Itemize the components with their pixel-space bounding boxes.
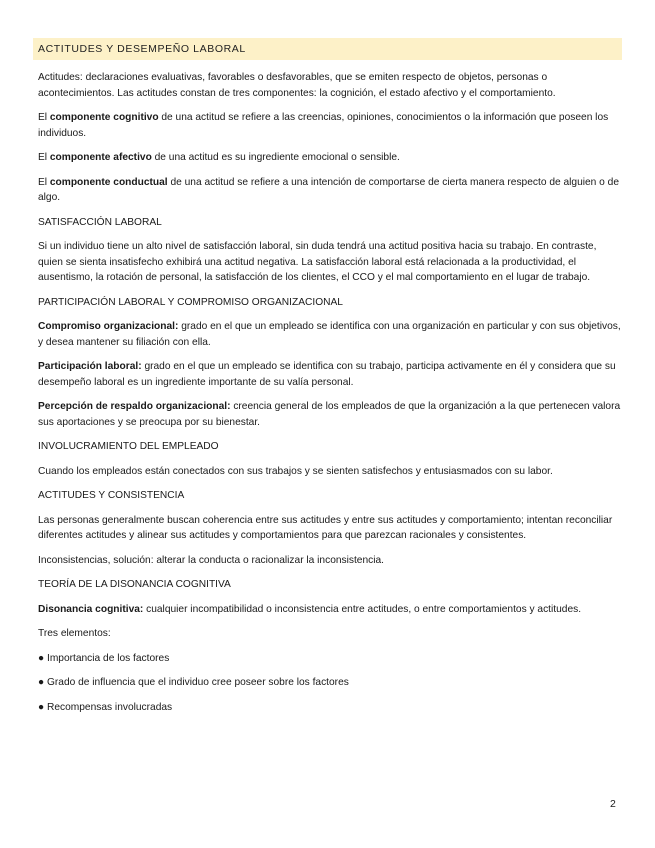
- heading-dissonance: TEORÍA DE LA DISONANCIA COGNITIVA: [38, 579, 231, 590]
- cognitive-component-paragraph: El componente cognitivo de una actitud se refiere a las creencias, opiniones, conocimientos o la información que poseen los individuos.: [38, 112, 609, 139]
- heading-participation: PARTICIPACIÓN LABORAL Y COMPROMISO ORGANIZACIONAL: [38, 296, 343, 308]
- heading-consistency: ACTITUDES Y CONSISTENCIA: [38, 490, 185, 501]
- document-page: [33, 38, 622, 715]
- participation-term: Participación laboral:: [38, 361, 142, 372]
- participation-paragraph: Participación laboral: grado en el que un empleado se identifica con su trabajo, participa activamente en él y considera que su desempeño laboral es un ingrediente importante de su valía personal.: [38, 361, 616, 388]
- affective-term: componente afectivo: [49, 152, 152, 163]
- perception-term: Percepción de respaldo organizacional:: [38, 401, 231, 412]
- involvement-paragraph: Cuando los empleados están conectados con sus trabajos y se sienten satisfechos y entusiasmados con su labor.: [38, 465, 553, 477]
- heading-satisfaction: SATISFACCIÓN LABORAL: [38, 216, 162, 228]
- cognitive-term: componente cognitivo: [49, 112, 159, 123]
- section-header: ACTITUDES Y DESEMPEÑO LABORAL: [33, 38, 622, 60]
- dissonance-paragraph: Disonancia cognitiva: cualquier incompatibilidad o inconsistencia entre actitudes, o entre comportamientos y actitudes.: [38, 603, 582, 615]
- dissonance-term: Disonancia cognitiva:: [38, 603, 144, 615]
- commitment-paragraph: Compromiso organizacional: grado en el que un empleado se identifica con una organización en particular y con sus objetivos, y desea mantener su filiación con ella.: [38, 321, 621, 348]
- page-number: 2: [610, 798, 616, 810]
- behavioral-term: componente conductual: [49, 176, 168, 188]
- inconsistencies-paragraph: Inconsistencias, solución: alterar la conducta o racionalizar la inconsistencia.: [38, 554, 384, 566]
- commitment-term: Compromiso organizacional:: [38, 321, 179, 332]
- list-item: ● Grado de influencia que el individuo cree poseer sobre los factores: [38, 677, 349, 688]
- heading-involvement: INVOLUCRAMIENTO DEL EMPLEADO: [38, 441, 219, 452]
- satisfaction-paragraph: Si un individuo tiene un alto nivel de satisfacción laboral, sin duda tendrá una actitud positiva hacia su trabajo. En contraste, quien se sienta insatisfecho exhibirá una actitud negativa. La satisfacción laboral está relacionada a la productividad, el ausentismo, la rotación de personal, la satisfacción de los clientes, el CCO y el mal comportamiento en el lugar de trabajo.: [38, 241, 597, 283]
- perception-paragraph: Percepción de respaldo organizacional: creencia general de los empleados de que la organización a la que pertenecen valora sus aportaciones y se preocupa por su bienestar.: [38, 401, 621, 428]
- list-item: ● Recompensas involucradas: [38, 701, 173, 713]
- intro-paragraph: Actitudes: declaraciones evaluativas, favorables o desfavorables, que se emiten respecto de objetos, personas o acontecimientos. Las actitudes constan de tres componentes: la cognición, el estado afectivo y el comportamiento.: [38, 72, 556, 99]
- consistency-paragraph: Las personas generalmente buscan coherencia entre sus actitudes y entre sus actitudes y comportamiento; intentan reconciliar diferentes actitudes y alinear sus actitudes y comportamientos para que parezcan racionales y consistentes.: [38, 514, 613, 541]
- behavioral-component-paragraph: El componente conductual de una actitud se refiere a una intención de comportarse de cierta manera respecto de alguien o de algo.: [38, 176, 619, 203]
- affective-component-paragraph: El componente afectivo de una actitud es su ingrediente emocional o sensible.: [38, 152, 400, 163]
- list-item: ● Importancia de los factores: [38, 652, 170, 664]
- three-elements-label: Tres elementos:: [38, 628, 111, 639]
